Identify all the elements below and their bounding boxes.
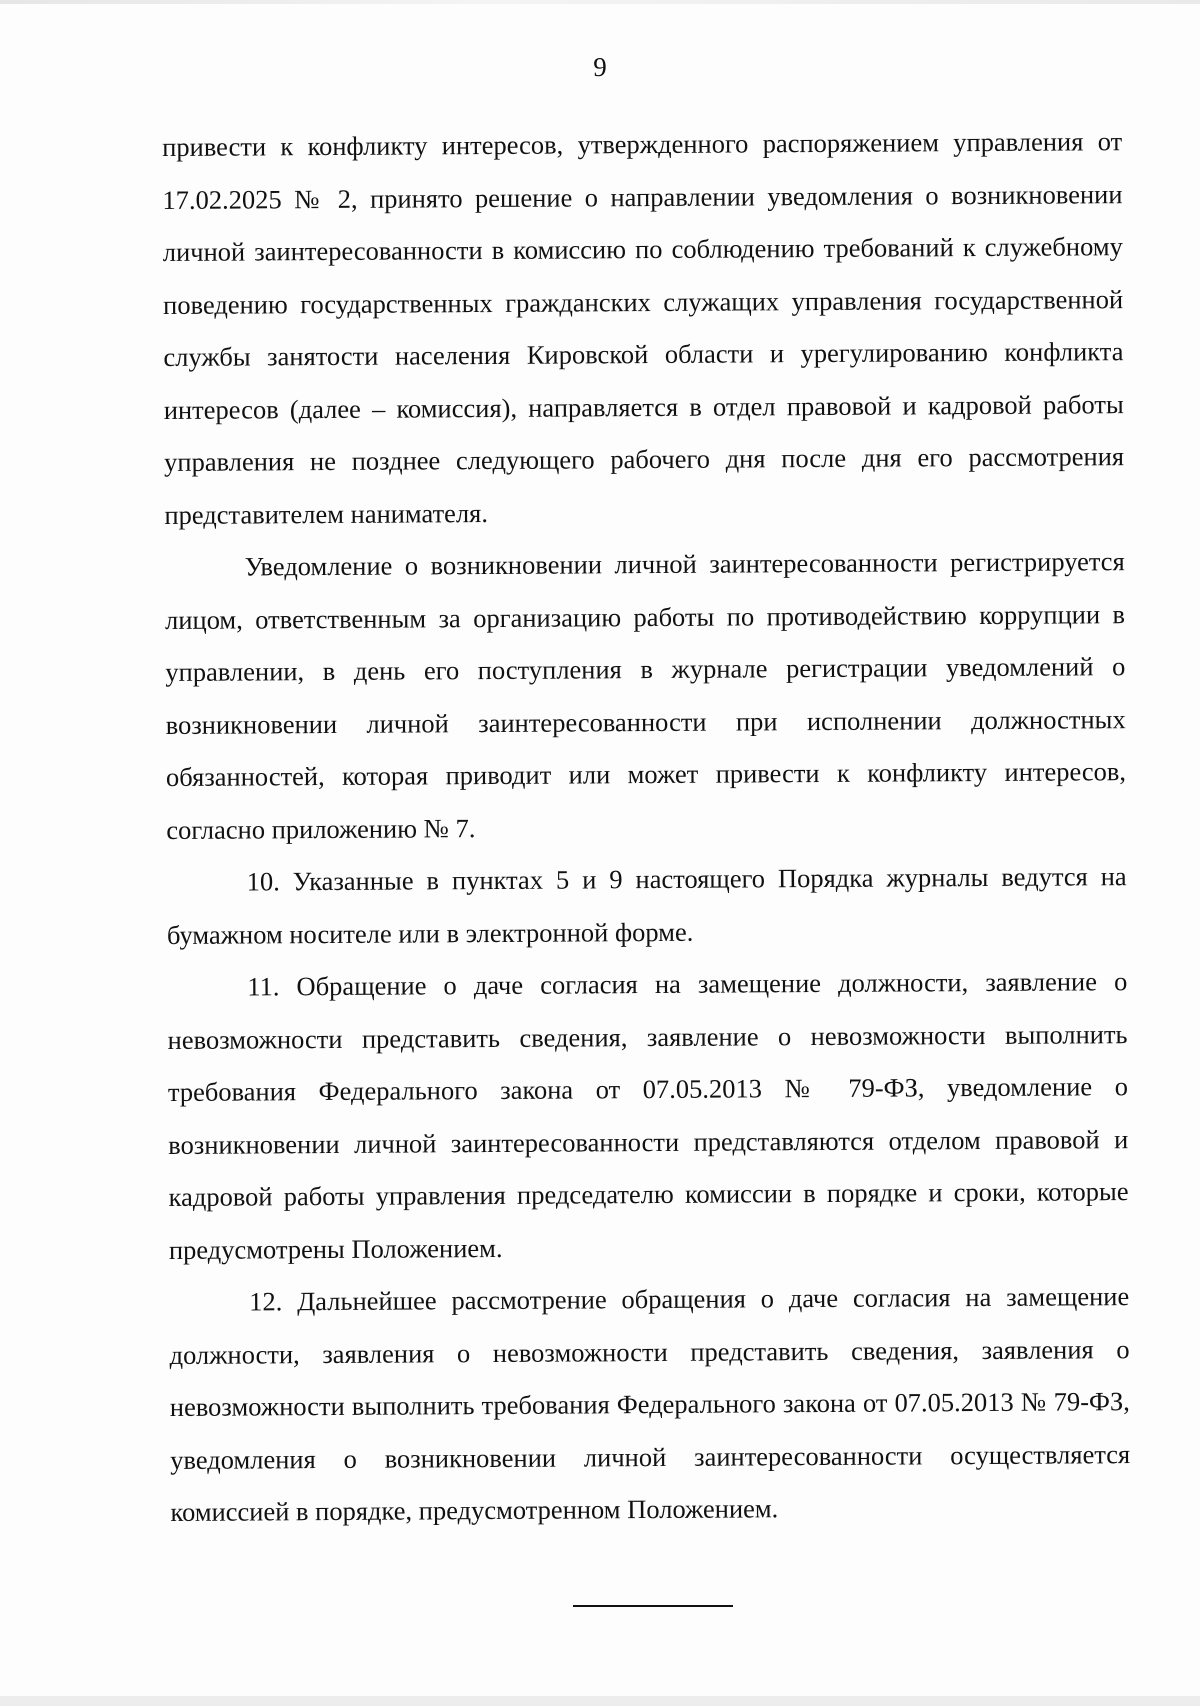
paragraph-item-11: 11. Обращение о даче согласия на замещение должности, заявление о невозможности представить сведения, заявление о невозможности выполнить требования Федерального закона от 07.05.2013 № 79-ФЗ, уведомление о возникновении личной заинтересованности представляются отделом правовой и кадровой работы управления председателю комиссии в порядке и сроки, которые предусмотрены Положением.	[167, 966, 1129, 1265]
paragraph-item-12: 12. Дальнейшее рассмотрение обращения о даче согласия на замещение должности, заявления о невозможности представить сведения, заявления о невозможности выполнить требования Федерального закона от 07.05.2013 № 79-ФЗ, уведомления о возникновении личной заинтересованности осуществляется комиссией в порядке, предусмотренном Положением.	[169, 1281, 1131, 1527]
scan-edge-top	[0, 0, 1200, 4]
scan-edge-bottom	[0, 1696, 1200, 1706]
paragraph-notification-registration: Уведомление о возникновении личной заинтересованности регистрируется лицом, ответственным за организацию работы по противодействию коррупции в управлении, в день его поступления в журнале регистрации уведомлений о возникновении личной заинтересованности при исполнении должностных обязанностей, которая приводит или может привести к конфликту интересов, согласно приложению № 7.	[164, 546, 1127, 845]
document-body	[162, 115, 1131, 1538]
end-separator-line	[573, 1605, 733, 1607]
paragraph-continuation: привести к конфликту интересов, утвержденного распоряжением управления от 17.02.2025 № 2, принято решение о направлении уведомления о возникновении личной заинтересованности в комиссию по соблюдению требований к служебному поведению государственных гражданских служащих управления государственной службы занятости населения Кировской области и урегулированию конфликта интересов (далее – комиссия), направляется в отдел правовой и кадровой работы управления не позднее следующего рабочего дня после дня его рассмотрения представителем нанимателя.	[162, 126, 1125, 530]
paragraph-item-10: 10. Указанные в пунктах 5 и 9 настоящего Порядка журналы ведутся на бумажном носителе или в электронной форме.	[166, 861, 1127, 950]
page-number: 9	[593, 52, 607, 82]
